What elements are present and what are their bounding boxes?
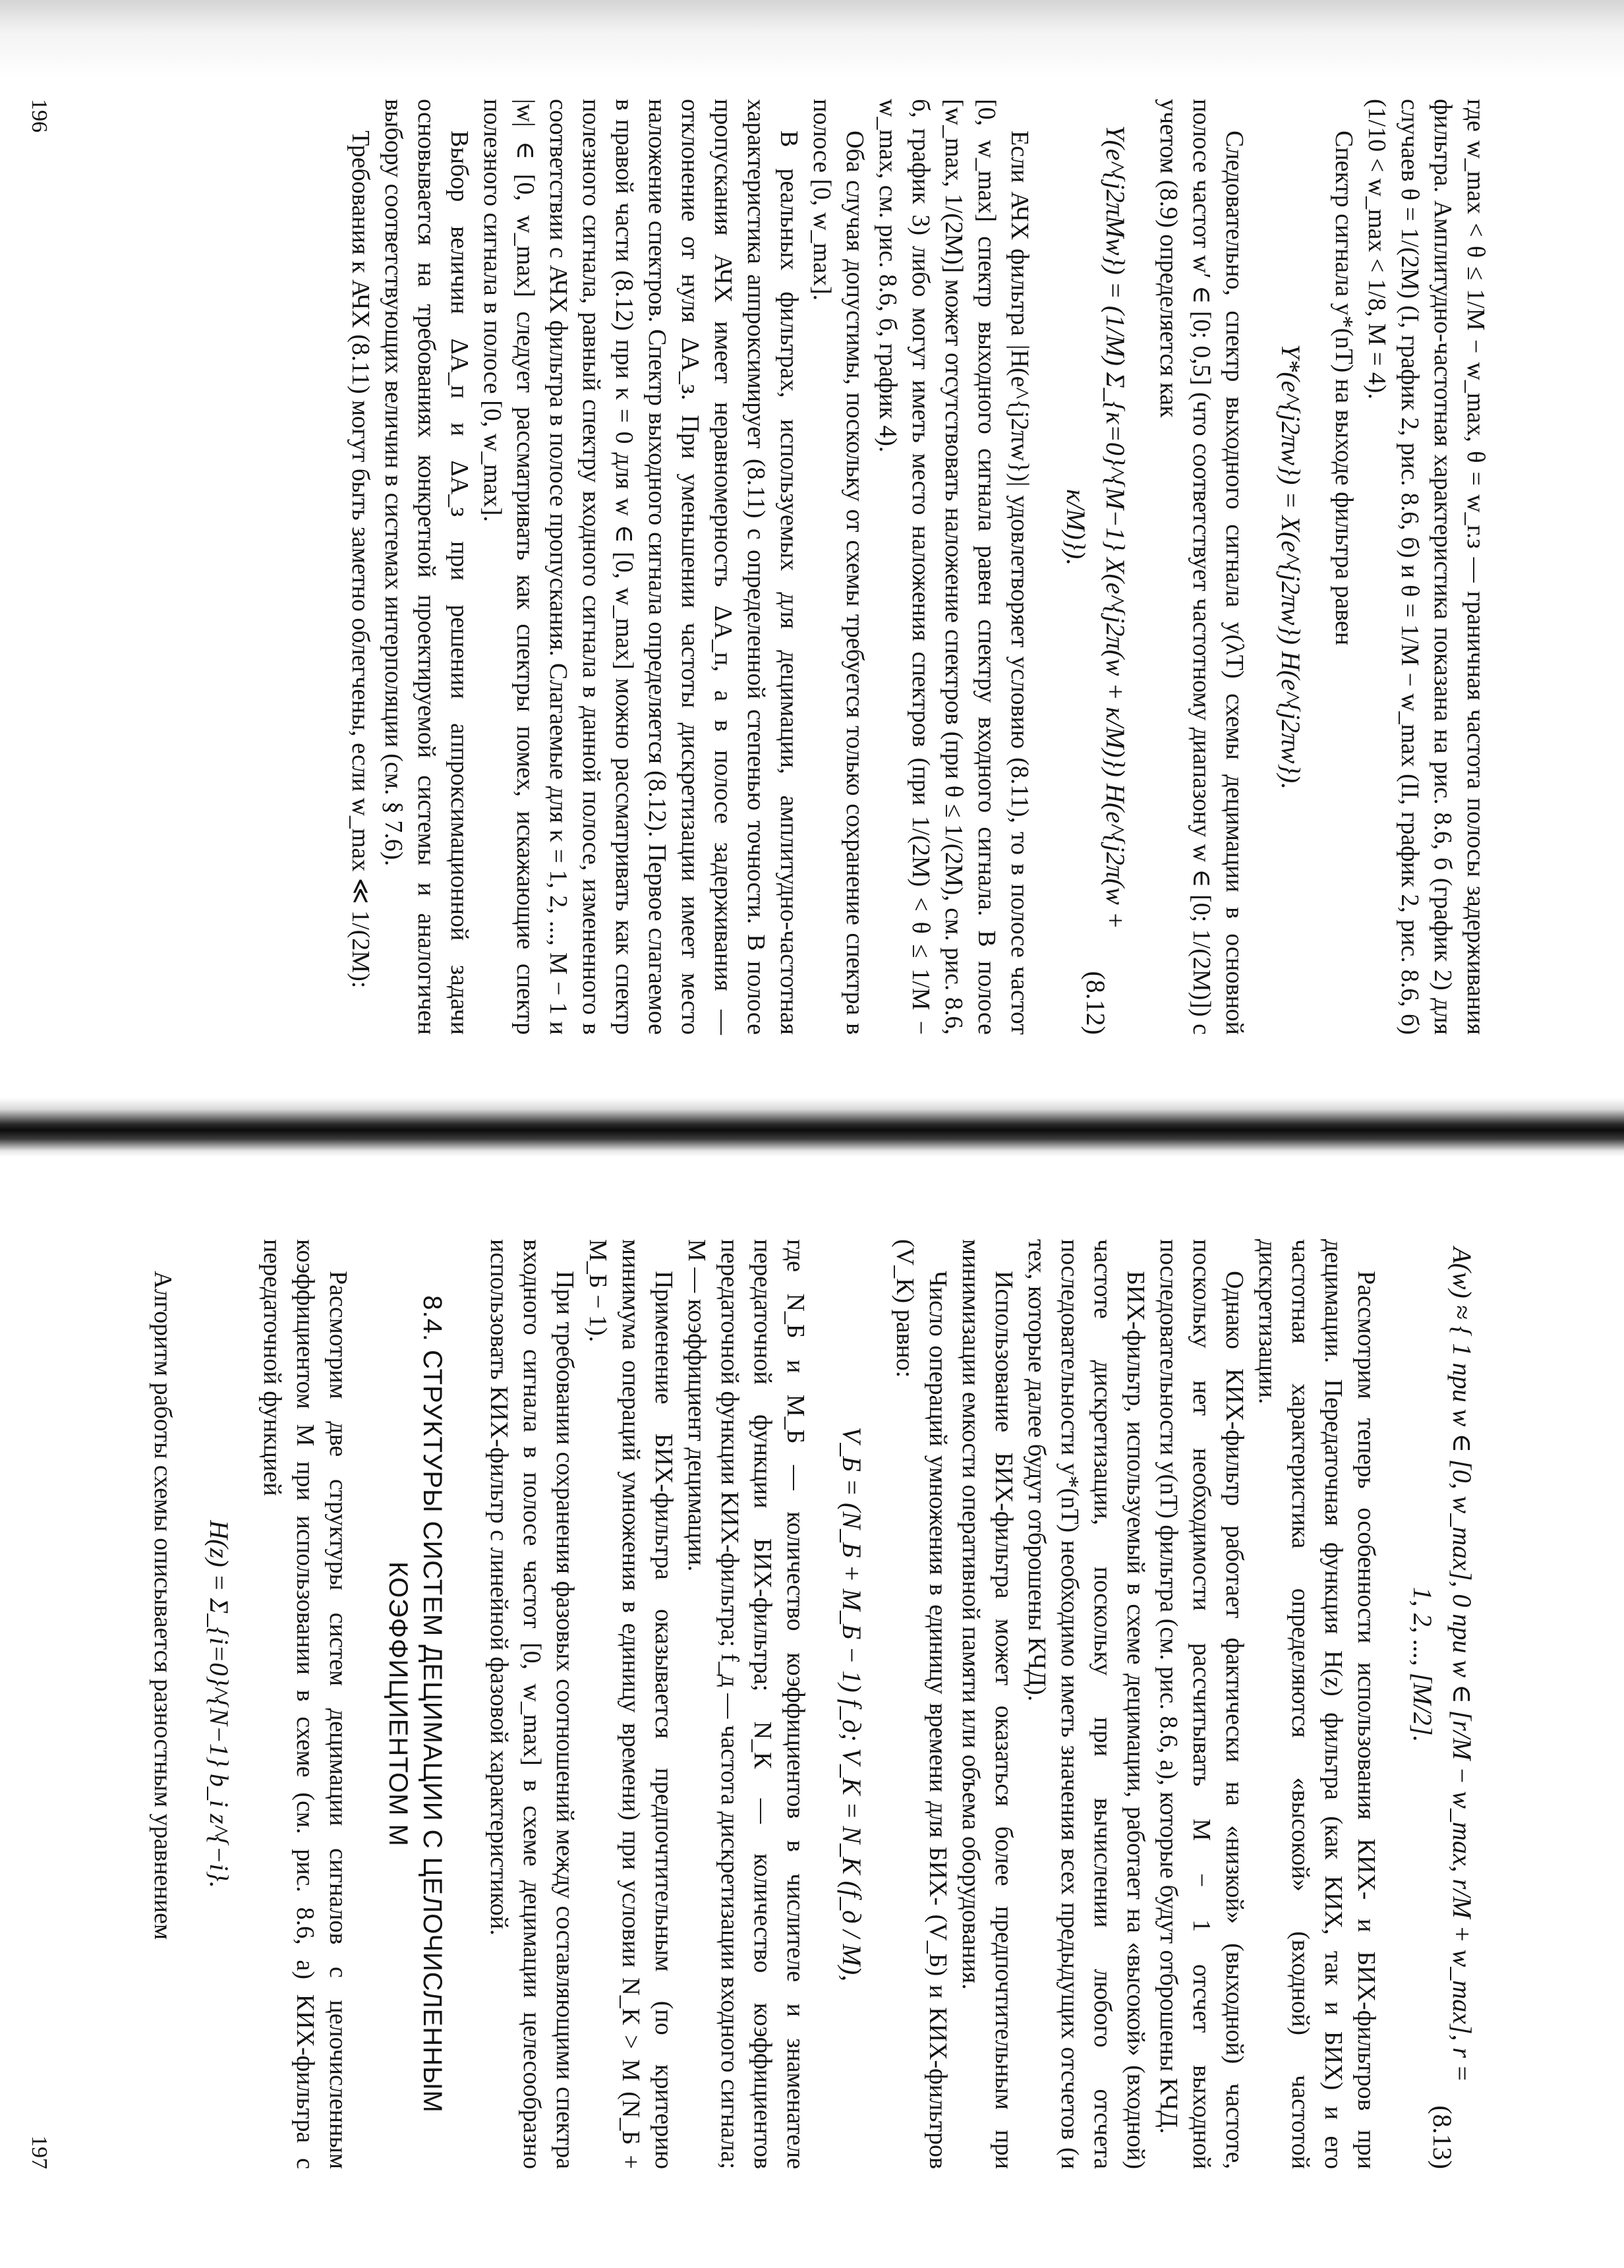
equation-body: H(z) = Σ_{i=0}^{N−1} b_i z^{−i}. <box>204 1520 234 1888</box>
equation-body: Y(e^{j2πMw}) = (1/M) Σ_{κ=0}^{M−1} X(e^{j2π(w + κ/M)}) H(e^{j2π(w + κ/M)}). <box>1061 125 1130 929</box>
paragraph: где N_Б и M_Б — количество коэффициентов в числителе и знаменателе передаточной функции БИХ-фильтра; N_К — количество коэффициентов передаточной функции КИХ-фильтра; f_д — частота дискретизации входного сигнала; M — коэффициент децимации. <box>683 1239 809 2169</box>
equation-body: A(w) ≈ { 1 при w ∈ [0, w_max], 0 при w ∈ [r/M − w_max, r/M + w_max], r = 1, 2, ..., [M/2]. <box>1408 1246 1477 2083</box>
right-page <box>0 1120 1624 2268</box>
paragraph: Алгоритм работы схемы описывается разностным уравнением <box>149 1271 177 1940</box>
equation <box>199 1239 239 2169</box>
paragraph: Однако КИХ-фильтр работает фактически на «низкой» (выходной) частоте, поскольку нет необходимости рассчитывать M − 1 отсчет выходной последовательности y(nT) фильтра (см. рис. 8.6, а), которые будут отброшены КЧД. <box>1155 1239 1248 2169</box>
paragraph: В реальных фильтрах, используемых для децимации, амплитудно-частотная характеристика аппроксимирует (8.11) с определенной степенью точности. В полосе пропускания АЧХ имеет неравномерность ΔA_п, а в полосе задерживания — отклонение от нуля ΔA_з. При уменьшении частоты дискретизации имеет место наложение спектров. Спектр выходного сигнала определяется (8.12). Первое слагаемое в правой части (8.12) при κ = 0 для w ∈ [0, w_max] можно рассматривать как спектр полезного сигнала, равный спектру входного сигнала в данной полосе, измененного в соответствии с АЧХ фильтра в полосе пропускания. Слагаемые для κ = 1, 2, ..., M − 1 и |w| ∈ [0, w_max] следует рассматривать как спектры помех, искажающие спектр полезного сигнала в полосе [0, w_max]. <box>478 99 803 1035</box>
paragraph: Выбор величин ΔA_п и ΔA_з при решении аппроксимационной задачи основывается на требованиях конкретной проектируемой системы и аналогичен выбору соответствующих величин в системах интерполяции (см. § 7.6). <box>380 99 473 1035</box>
paragraph: Использование БИХ-фильтра может оказаться более предпочтительным при минимизации емкости оперативной памяти или объема оборудования. <box>957 1239 1018 2169</box>
paragraph: Число операций умножения в единицу времени для БИХ- (V_Б) и КИХ-фильтров (V_К) равно: <box>891 1239 952 2169</box>
paragraph: Оба случая допустимы, поскольку от схемы требуется только сохранение спектра в полосе [0, w_max]. <box>808 99 869 1035</box>
paragraph: Требования к АЧХ (8.11) могут быть заметно облегчены, если w_max ≪ 1/(2M): <box>347 131 374 989</box>
equation-number: (8.13) <box>1428 2105 1457 2169</box>
page-number: 197 <box>27 2136 51 2169</box>
equation-8-13 <box>1403 1239 1482 2169</box>
equation-number: (8.12) <box>1081 971 1111 1035</box>
paragraph: Если АЧХ фильтра |H(e^{j2πw})| удовлетворяет условию (8.11), то в полосе частот [0, w_max] спектр выходного сигнала равен спектру входного сигнала. В полосе [w_max, 1/(2M)] может отсутствовать наложение спектров (при θ ≤ 1/(2M), см. рис. 8.6, б, график 3) либо могут иметь место наложения спектров (при 1/(2M) < θ ≤ 1/M − w_max, см. рис. 8.6, б, график 4). <box>874 99 1033 1035</box>
paragraph: Рассмотрим две структуры систем децимации сигналов с целочисленным коэффициентом M при использовании в схеме (см. рис. 8.6, а) КИХ-фильтра с передаточной функцией <box>258 1239 352 2169</box>
equation-body: V_Б = (N_Б + M_Б − 1) f_д; V_К = N_К (f_д / M), <box>837 1426 867 1982</box>
equation-body: Y*(e^{j2πw}) = X(e^{j2πw}) H(e^{j2πw}). <box>1276 344 1306 790</box>
paragraph: Спектр сигнала y*(nT) на выходе фильтра равен <box>1330 131 1358 646</box>
paragraph: Следовательно, спектр выходного сигнала y(λT) схемы децимации в основной полосе частот w′ ∈ [0; 0,5] (что соответствует частотному диапазону w ∈ [0; 1/(2M)]) с учетом (8.9) определяется как <box>1155 99 1248 1035</box>
paragraph: Применение БИХ-фильтра оказывается предпочтительным (по критерию минимума операций умножения в единицу времени) при условии N_К > M (N_Б + M_Б − 1). <box>584 1239 678 2169</box>
section-heading: 8.4. СТРУКТУРЫ СИСТЕМ ДЕЦИМАЦИИ С ЦЕЛОЧИСЛЕННЫМ КОЭФФИЦИЕНТОМ M <box>384 1295 447 2113</box>
left-page <box>0 0 1624 1120</box>
paragraph: где w_max < θ ≤ 1/M − w_max, θ = w_г.з — граничная частота полосы задерживания фильтра. Амплитудно-частотная характеристика показана на рис. 8.6, б (график 2) для случаев θ = 1/(2M) (I, график 2, рис. 8.6, б) и θ = 1/M − w_max (II, график 2, рис. 8.6, б) (1/10 < w_max < 1/8, M = 4). <box>1363 99 1490 1035</box>
paragraph: БИХ-фильтр, используемый в схеме децимации, работает на «высокой» (входной) частоте дискретизации, поскольку при вычислении любого отсчета последовательности y*(nT) необходимо иметь значения всех предыдущих отсчетов (и тех, которые далее будут отброшены КЧД). <box>1023 1239 1149 2169</box>
equation <box>832 1239 871 2169</box>
page-number: 196 <box>27 99 51 132</box>
paragraph: Рассмотрим теперь особенности использования КИХ- и БИХ-фильтров при децимации. Передаточная функция H(z) фильтра (как КИХ, так и БИХ) и его частотная характеристика определяются «высокой» (входной) частотой дискретизации. <box>1254 1239 1380 2169</box>
equation-8-12 <box>1056 99 1135 1035</box>
equation <box>1271 99 1310 1035</box>
paragraph: При требовании сохранения фазовых соотношений между составляющими спектра входного сигнала в полосе частот [0, w_max] в схеме децимации целесообразно использовать КИХ-фильтр с линейной фазовой характеристикой. <box>485 1239 579 2169</box>
